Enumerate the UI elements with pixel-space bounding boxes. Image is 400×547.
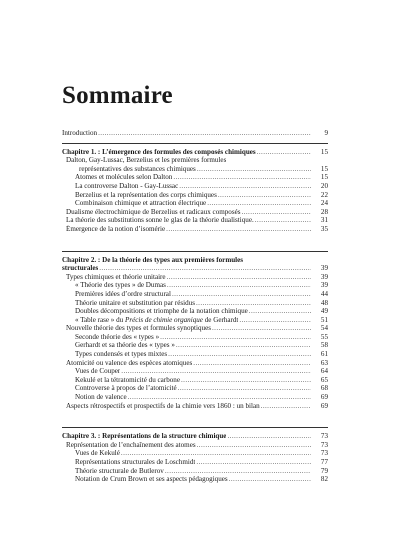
toc-entry[interactable] xyxy=(62,316,328,325)
toc-entry[interactable] xyxy=(62,341,328,350)
toc-entry-label: représentatives des substances chimiques xyxy=(79,164,196,173)
toc-entry-page: 77 xyxy=(320,458,328,466)
leader-dots xyxy=(261,402,311,411)
toc-entry-label: Vues de Kekulé xyxy=(75,449,120,458)
toc-entry-page: 15 xyxy=(320,173,328,182)
toc-entry-page: 39 xyxy=(320,272,328,281)
toc-entry[interactable] xyxy=(62,384,328,393)
leader-dots xyxy=(197,165,311,174)
toc-entry-label: « Théorie des types » de Dumas xyxy=(75,281,166,290)
chapter-1-entries xyxy=(62,156,328,233)
toc-entry-label: Représentation de l’enchaînement des atomes xyxy=(66,440,196,449)
toc-entry-label: Nouvelle théorie des types et formules synoptiques xyxy=(66,324,211,333)
toc-entry-page: 35 xyxy=(320,224,328,233)
toc-entry-label: Théorie structurale de Butlerov xyxy=(75,466,164,475)
toc-entry[interactable] xyxy=(62,299,328,308)
leader-dots xyxy=(178,384,311,393)
toc-entry[interactable] xyxy=(62,449,328,458)
toc-entry-label: Vues de Couper xyxy=(75,367,121,376)
toc-chapter-2-line-1[interactable] xyxy=(62,256,328,265)
toc-entry-page: 69 xyxy=(320,393,328,402)
leader-dots xyxy=(239,316,311,325)
toc-entry-introduction[interactable] xyxy=(62,129,328,138)
toc-entry[interactable] xyxy=(62,208,328,217)
chapter-heading: Chapitre 1. : L’émergence des formules des composés chimiques xyxy=(62,147,256,156)
toc-entry-page: 15 xyxy=(320,164,328,173)
toc-entry[interactable] xyxy=(62,216,328,225)
toc-entry-label: Kekulé et la tétratomicité du carbone xyxy=(75,375,180,384)
toc-entry-page: 73 xyxy=(320,449,328,458)
leader-dots xyxy=(167,281,311,290)
toc-entry-label: Atomes et molécules selon Dalton xyxy=(75,173,173,182)
toc-entry-label: Représentations structurales de Loschmidt xyxy=(75,458,196,466)
toc-entry-page: 39 xyxy=(320,281,328,290)
leader-dots xyxy=(128,393,311,402)
toc-entry-page: 79 xyxy=(320,466,328,475)
toc-entry[interactable] xyxy=(62,281,328,290)
toc-entry[interactable] xyxy=(62,182,328,191)
chapter-heading: structurales xyxy=(62,264,99,273)
toc-entry-page: 51 xyxy=(320,315,328,324)
toc-entry-label: Gerhardt et sa théorie des « types » xyxy=(75,341,175,350)
leader-dots xyxy=(197,441,311,450)
toc-entry[interactable] xyxy=(62,273,328,282)
leader-dots xyxy=(179,182,311,191)
chapter-3-entries xyxy=(62,441,328,484)
leader-dots xyxy=(166,225,311,234)
toc-entry-label: Dualisme électrochimique de Berzelius et radicaux composés xyxy=(66,207,241,216)
toc-entry-page: 63 xyxy=(320,358,328,367)
toc-entry-label: Introduction xyxy=(62,129,98,137)
toc-entry-page: 73 xyxy=(320,440,328,449)
toc-entry-label: Types chimiques et théorie unitaire xyxy=(66,272,166,281)
toc-chapter-1[interactable] xyxy=(62,148,328,157)
toc-entry[interactable] xyxy=(62,350,328,359)
toc-entry-page: 65 xyxy=(320,375,328,384)
toc-entry-page: 69 xyxy=(320,401,328,410)
toc-entry-page: 68 xyxy=(320,384,328,393)
toc-entry[interactable] xyxy=(62,165,328,174)
toc-entry-page: 39 xyxy=(320,264,328,273)
toc-entry-label: Controverse à propos de l’atomicité xyxy=(75,384,177,393)
toc-entry-page: 48 xyxy=(320,298,328,307)
toc-entry-page: 24 xyxy=(320,199,328,208)
leader-dots xyxy=(196,299,311,308)
toc-entry-page: 44 xyxy=(320,289,328,298)
toc-entry[interactable] xyxy=(62,393,328,402)
toc-entry-label: La controverse Dalton - Gay-Lussac xyxy=(75,181,179,190)
toc-entry-page: 31 xyxy=(320,216,328,225)
toc-entry[interactable] xyxy=(62,475,328,484)
toc-entry-page: 82 xyxy=(320,475,328,484)
toc-entry-page: 64 xyxy=(320,367,328,376)
toc-entry[interactable] xyxy=(62,324,328,333)
toc-entry-label: Dalton, Gay-Lussac, Berzelius et les premières formules xyxy=(66,156,227,165)
leader-dots xyxy=(181,376,311,385)
chapter-heading: Chapitre 2. : De la théorie des types aux premières formules xyxy=(62,255,244,264)
toc-entry-label: Émergence de la notion d’isomérie xyxy=(66,224,166,233)
toc-entry-page: 54 xyxy=(320,324,328,333)
leader-dots xyxy=(227,432,311,441)
toc-entry-page: 73 xyxy=(320,432,328,441)
toc-entry-label: Notion de valence xyxy=(75,393,127,402)
toc-entry-label: Seconde théorie des « types » xyxy=(75,332,160,341)
toc-entry[interactable] xyxy=(62,225,328,234)
toc-entry-label: Premières idées d’ordre structural xyxy=(75,289,171,298)
toc-entry-label: Aspects rétrospectifs et prospectifs de la chimie vers 1860 : un bilan xyxy=(66,401,260,410)
toc-entry-label: La théorie des substitutions sonne le glas de la théorie dualistique. xyxy=(66,216,254,225)
toc-entry-label: Types condensés et types mixtes xyxy=(75,350,168,359)
toc-entry[interactable] xyxy=(62,376,328,385)
leader-dots xyxy=(176,341,311,350)
toc-entry[interactable] xyxy=(62,191,328,200)
toc-entry[interactable] xyxy=(62,307,328,316)
toc-entry-label: Doubles décompositions et triomphe de la notation chimique xyxy=(75,307,248,316)
leader-dots xyxy=(242,208,311,217)
leader-dots xyxy=(257,148,311,157)
toc-entry-page: 9 xyxy=(324,129,328,137)
leader-dots xyxy=(229,475,311,484)
leader-dots xyxy=(165,467,311,476)
leader-dots xyxy=(160,333,311,342)
toc-entry-label: Notation de Crum Brown et ses aspects pédagogiques xyxy=(75,475,228,484)
leader-dots xyxy=(99,264,311,273)
toc-entry[interactable] xyxy=(62,458,328,467)
toc-entry-page: 28 xyxy=(320,207,328,216)
toc-entry-label: « Table rase » du Précis de chimie organique de Gerhardt xyxy=(75,315,239,324)
toc-entry[interactable] xyxy=(62,156,328,165)
page-title: Sommaire xyxy=(62,82,173,109)
toc-entry[interactable] xyxy=(62,359,328,368)
leader-dots xyxy=(196,458,311,467)
leader-dots xyxy=(121,367,311,376)
toc-entry-page: 61 xyxy=(320,350,328,359)
leader-dots xyxy=(218,191,311,200)
toc-entry-page: 15 xyxy=(320,147,328,156)
toc-entry-label: Combinaison chimique et attraction électrique xyxy=(75,199,207,208)
toc-entry[interactable] xyxy=(62,290,328,299)
chapter-heading: Chapitre 3. : Représentations de la structure chimique xyxy=(62,432,227,441)
leader-dots xyxy=(255,216,311,225)
leader-dots xyxy=(207,199,311,208)
table-of-contents xyxy=(62,129,328,484)
leader-dots xyxy=(167,273,311,282)
chapter-2-entries xyxy=(62,273,328,411)
leader-dots xyxy=(173,173,311,182)
toc-chapter-2-line-2[interactable] xyxy=(62,264,328,273)
toc-entry[interactable] xyxy=(62,441,328,450)
toc-entry-page: 55 xyxy=(320,332,328,341)
toc-entry[interactable] xyxy=(62,467,328,476)
toc-entry[interactable] xyxy=(62,199,328,208)
leader-dots xyxy=(172,290,311,299)
toc-entry-page: 49 xyxy=(320,307,328,316)
leader-dots xyxy=(249,307,311,316)
toc-entry[interactable] xyxy=(62,333,328,342)
leader-dots xyxy=(98,129,311,138)
leader-dots xyxy=(193,359,311,368)
toc-entry[interactable] xyxy=(62,173,328,182)
toc-entry-page: 58 xyxy=(320,341,328,350)
leader-dots xyxy=(168,350,311,359)
toc-entry[interactable] xyxy=(62,367,328,376)
toc-chapter-3[interactable] xyxy=(62,432,328,441)
toc-entry-page: 22 xyxy=(320,190,328,199)
toc-entry-label: Théorie unitaire et substitution par résidus xyxy=(75,298,195,307)
leader-dots xyxy=(212,324,311,333)
toc-entry-label: Atomicité ou valence des espèces atomiques xyxy=(66,358,193,367)
toc-entry-label: Berzelius et la représentation des corps chimiques xyxy=(75,190,217,199)
toc-entry[interactable] xyxy=(62,402,328,411)
toc-entry-page: 20 xyxy=(320,181,328,190)
leader-dots xyxy=(121,449,311,458)
